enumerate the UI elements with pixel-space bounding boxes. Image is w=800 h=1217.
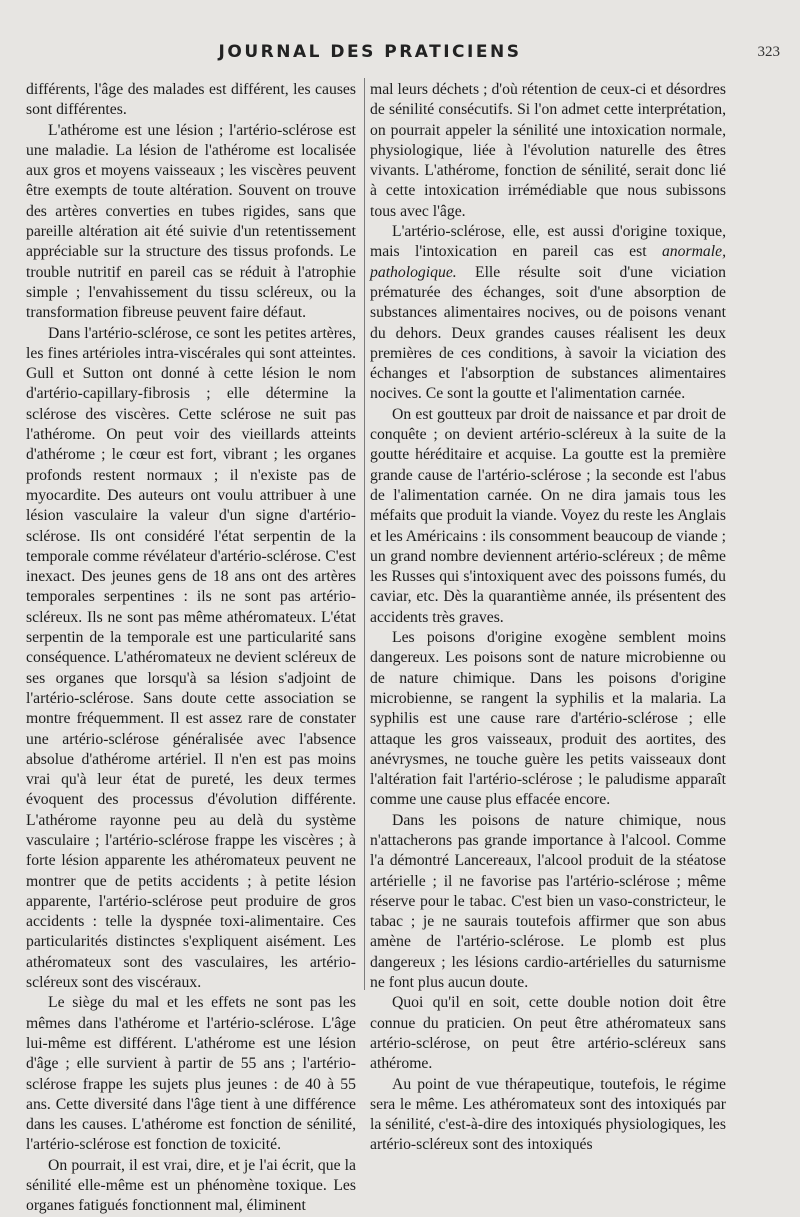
paragraph: mal leurs déchets ; d'où rétention de ceux-ci et désordres de sénilité consécutifs. Si l'on admet cette interprétation, on pourrait appeler la sénilité une intoxication normale, physiologique, liée à l'évolution naturelle des êtres vivants. L'athérome, fonction de sénilité, serait donc lié à cette intoxication irrémédiable que nous subissons tous avec l'âge. bbox=[370, 81, 726, 220]
paragraph: Au point de vue thérapeutique, toutefois, le régime sera le même. Les athéromateux sont des intoxiqués par la sénilité, c'est-à-dire des intoxiqués physiologiques, les artério-scléreux sont des intoxiqués bbox=[370, 1075, 726, 1154]
paragraph bbox=[370, 222, 726, 405]
journal-title: JOURNAL DES PRATICIENS bbox=[218, 42, 522, 62]
paragraph-text: L'artério-sclérose, elle, est aussi d'origine toxique, mais l'intoxication en pareil cas est bbox=[370, 223, 726, 261]
paragraph: On pourrait, il est vrai, dire, et je l'ai écrit, que la sénilité elle-même est un phénomène toxique. Les organes fatigués fonctionnent mal, éliminent bbox=[26, 1156, 356, 1215]
paragraph: L'athérome est une lésion ; l'artério-sclérose est une maladie. La lésion de l'athérome est localisée aux gros et moyens vaisseaux ; les viscères peuvent être exempts de toute altération. Souvent on trouve des artères converties en tubes rigides, sans que pareille altération ait été suivie d'un retentissement appréciable sur la structure des tissus profonds. Le trouble nutritif en pareil cas se réduit à l'atrophie simple ; l'envahissement du tissu scléreux, ou la transformation fibreuse peuvent faire défaut. bbox=[26, 121, 356, 322]
page-number: 323 bbox=[757, 44, 780, 60]
emphasized-text: anormale, pathologique. bbox=[370, 243, 726, 281]
paragraph: Le siège du mal et les effets ne sont pas les mêmes dans l'athérome et l'artério-sclérose. L'âge lui-même est différent. L'athérome est une lésion d'âge ; elle survient à partir de 55 ans ; l'artério-sclérose frappe les sujets plus jeunes : de 40 à 55 ans. Cette diversité dans l'âge tient à une différence dans les causes. L'athérome est fonction de sénilité, l'artério-sclérose est fonction de toxicité. bbox=[26, 994, 356, 1154]
left-column bbox=[26, 80, 356, 1215]
paragraph: On est goutteux par droit de naissance et par droit de conquête ; on devient artério-scléreux à la suite de la goutte héréditaire et acquise. La goutte est la première grande cause de l'artério-sclérose ; la seconde est l'abus de l'alimentation carnée. On ne dira jamais tous les méfaits que produit la viande. Voyez du reste les Anglais et les Américains : ils consomment beaucoup de viande ; un grand nombre deviennent artério-scléreux ; de même les Russes qui s'intoxiquent avec des poissons fumés, du caviar, etc. Dès la quarantième année, ils présentent des accidents très graves. bbox=[370, 405, 726, 626]
paragraph-text: Elle résulte soit d'une viciation prématurée des échanges, soit d'une absorption de substances alimentaires nocives, ou de poisons venant du dehors. Deux grandes causes réalisent les deux premières de ces conditions, à savoir la viciation des échanges et l'absorption de substances alimentaires nocives. Ce sont la goutte et l'alimentation carnée. bbox=[370, 263, 726, 403]
paragraph: Les poisons d'origine exogène semblent moins dangereux. Les poisons sont de nature microbienne ou de nature chimique. Dans les poisons d'origine microbienne, se rangent la syphilis et la malaria. La syphilis est une cause rare d'artério-sclérose ; elle attaque les gros vaisseaux, produit des aortites, des anévrysmes, ne touche guère les petits vaisseaux dont l'altération fait l'artério-sclérose ; le paludisme apparaît comme une cause plus effacée encore. bbox=[370, 629, 726, 809]
paragraph: différents, l'âge des malades est différent, les causes sont différentes. bbox=[26, 81, 356, 119]
column-divider bbox=[364, 78, 365, 990]
paragraph: Dans les poisons de nature chimique, nous n'attacherons pas grande importance à l'alcool. Comme l'a démontré Lancereaux, l'alcool produit de la stéatose artérielle ; il ne favorise pas l'artério-sclérose ; même réserve pour le tabac. C'est bien un vaso-constricteur, le tabac ; je ne saurais toutefois affirmer que son abus amène de l'artério-sclérose. Le plomb est plus dangereux ; les lésions cardio-artérielles du saturnisme ne font plus aucun doute. bbox=[370, 811, 726, 992]
paragraph: Dans l'artério-sclérose, ce sont les petites artères, les fines artérioles intra-viscérales qui sont atteintes. Gull et Sutton ont donné à cette lésion le nom d'artério-capillary-fibrosis ; elle détermine la sclérose des viscères. Cette sclérose ne suit pas l'athérome. On peut voir des vieillards atteints d'athérome ; le cœur est fort, vibrant ; les organes profonds restent normaux ; il n'existe pas de myocardite. Des auteurs ont voulu attribuer à une lésion vasculaire la valeur d'un signe d'artério-sclérose. Ils ont considéré l'état serpentin de la temporale comme révélateur d'artério-sclérose. C'est inexact. Des jeunes gens de 18 ans ont des artères temporales serpentines : ils ne sont pas artério-scléreux. Ils ne sont pas même athéromateux. L'état serpentin de la temporale est une particularité sans conséquence. L'athéromateux ne devient scléreux de ses organes que lorsqu'à sa lésion s'adjoint de l'artério-sclérose. Sans doute cette association se montre fréquemment. Il est assez rare de constater une artério-sclérose généralisée avec l'absence absolue d'athérome artériel. Il n'en est pas moins vrai qu'à leur état de pureté, les deux termes évoquent des processus d'évolution différente. L'athérome rayonne peu au delà du système vasculaire ; l'artério-sclérose frappe les viscères ; à forte lésion apparente les athéromateux peuvent ne montrer que de petits accidents ; à petite lésion apparente, l'artério-sclérose peut produire de gros accidents : telle la dyspnée toxi-alimentaire. Ces particularités distinctes s'expliquent aisément. Les athéromateux sont des vasculaires, les artério-scléreux sont des viscéraux. bbox=[26, 324, 356, 992]
right-column bbox=[370, 80, 726, 1154]
paragraph: Quoi qu'il en soit, cette double notion doit être connue du praticien. On peut être athéromateux sans artério-sclérose, on peut être artério-scléreux sans athérome. bbox=[370, 994, 726, 1073]
page-header bbox=[0, 38, 800, 68]
